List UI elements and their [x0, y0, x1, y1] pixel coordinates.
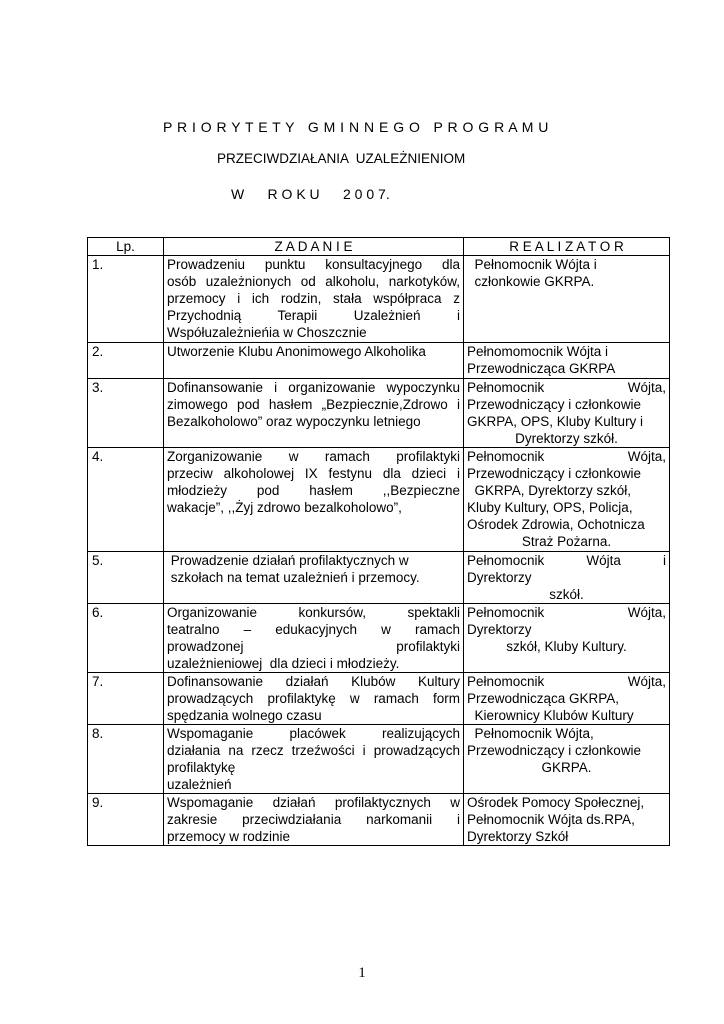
realizer-line: Pełnomocnik Wójta, [467, 380, 666, 395]
realizer-line: Pełnomomocnik Wójta i [467, 344, 609, 359]
realizer-line: Przewodniczący i członkowie [467, 743, 642, 758]
realizer-line: Pełnomocnik Wójta i [467, 257, 597, 272]
document-title-line-2: PRZECIWDZIAŁANIA UZALEŻNIENIOM [217, 151, 466, 166]
realizer-line: GKRPA, OPS, Kluby Kultury i [467, 414, 644, 429]
table-row [88, 256, 670, 343]
row-number: 6. [88, 604, 164, 673]
realizer-line: GKRPA. [541, 760, 592, 775]
task-line: przeciw alkoholowej IX festynu dla dzieci i [167, 466, 460, 481]
header-lp: Lp. [88, 238, 164, 256]
task-line: uzależnieniowej dla dzieci i młodzieży. [167, 656, 400, 671]
realizer-line: Przewodnicząca GKRPA [467, 361, 616, 376]
task-line: prowadzonej profilaktyki [167, 639, 460, 654]
task-line: Przychodnią Terapii Uzależnień i [167, 308, 460, 323]
task-line: Organizowanie konkursów, spektakli [167, 605, 460, 620]
header-realizer: R E A L I Z A T O R [464, 238, 670, 256]
table-row [88, 725, 670, 794]
realizer-line: członkowie GKRPA. [467, 274, 595, 289]
task-line: szkołach na temat uzależnień i przemocy. [167, 570, 420, 585]
page-number: 1 [358, 965, 366, 981]
realizer-cell [464, 256, 670, 343]
row-number: 5. [88, 552, 164, 604]
realizer-line: Kierownicy Klubów Kultury [467, 708, 634, 723]
realizer-cell [464, 725, 670, 794]
task-line: działania na rzecz trzeźwości i prowadzących [167, 743, 460, 758]
task-cell [164, 256, 464, 343]
realizer-line: szkół, Kluby Kultury. [506, 639, 627, 654]
task-cell [164, 725, 464, 794]
table-row [88, 343, 670, 379]
realizer-line: Przewodniczący i członkowie [467, 466, 642, 481]
task-cell [164, 604, 464, 673]
realizer-line: Przewodnicząca GKRPA, [467, 691, 620, 706]
document-title-line-3: W R O K U 2 0 0 7. [231, 186, 390, 202]
row-number: 2. [88, 343, 164, 379]
task-cell [164, 794, 464, 846]
priorities-table [87, 237, 670, 846]
task-line: przemocy w rodzinie [167, 829, 291, 844]
table-body [88, 256, 670, 846]
row-number: 8. [88, 725, 164, 794]
realizer-line: Dyrektorzy [467, 622, 532, 637]
realizer-line: Pełnomocnik Wójta i [467, 553, 666, 568]
task-cell [164, 448, 464, 552]
realizer-cell [464, 379, 670, 448]
realizer-cell [464, 794, 670, 846]
realizer-cell [464, 604, 670, 673]
realizer-cell [464, 673, 670, 725]
realizer-line: Pełnomocnik Wójta, [467, 726, 594, 741]
task-line: przemocy i ich rodzin, stała współpraca z [167, 291, 460, 306]
task-line: Prowadzeniu punktu konsultacyjnego dla [167, 257, 460, 272]
task-line: Zorganizowanie w ramach profilaktyki [167, 449, 460, 464]
realizer-line: szkół. [549, 587, 584, 602]
realizer-line: Pełnomocnik Wójta, [467, 605, 666, 620]
realizer-line: Dyrektorzy Szkół [467, 829, 569, 844]
document-title-line-1: P R I O R Y T E T Y G M I N N E G O P R O G R A M U [163, 119, 549, 135]
task-cell [164, 379, 464, 448]
task-line: uzależnień [167, 777, 232, 792]
task-line: zakresie przeciwdziałania narkomanii i [167, 812, 460, 827]
task-line: teatralno – edukacyjnych w ramach [167, 622, 460, 637]
task-line: spędzania wolnego czasu [167, 708, 322, 723]
row-number: 4. [88, 448, 164, 552]
task-line: Współuzależnieńia w Choszcznie [167, 325, 367, 340]
realizer-cell [464, 448, 670, 552]
realizer-line: Dyrektorzy szkół. [515, 431, 618, 446]
realizer-cell [464, 343, 670, 379]
row-number: 1. [88, 256, 164, 343]
task-line: Wspomaganie działań profilaktycznych w [167, 795, 460, 810]
task-line: Bezalkoholowo” oraz wypoczynku letniego [167, 414, 421, 429]
table-row [88, 552, 670, 604]
task-line: Utworzenie Klubu Anonimowego Alkoholika [167, 344, 426, 359]
task-cell [164, 343, 464, 379]
table-header-row [88, 238, 670, 256]
realizer-line: Pełnomocnik Wójta ds.RPA, [467, 812, 635, 827]
realizer-line: Przewodniczący i członkowie [467, 397, 642, 412]
task-line: młodzieży pod hasłem ,,Bezpieczne [167, 483, 460, 498]
header-task: Z A D A N I E [164, 238, 464, 256]
task-cell [164, 673, 464, 725]
realizer-cell [464, 552, 670, 604]
task-cell [164, 552, 464, 604]
task-line: zimowego pod hasłem „Bezpiecznie,Zdrowo i [167, 397, 460, 412]
task-line: Wspomaganie placówek realizujących [167, 726, 460, 741]
row-number: 7. [88, 673, 164, 725]
task-line: profilaktykę [167, 760, 236, 775]
row-number: 9. [88, 794, 164, 846]
realizer-line: Kluby Kultury, OPS, Policja, [467, 500, 633, 515]
task-line: Prowadzenie działań profilaktycznych w [167, 553, 409, 568]
realizer-line: Pełnomocnik Wójta, [467, 449, 666, 464]
table-row [88, 448, 670, 552]
realizer-line: Ośrodek Zdrowia, Ochotnicza [467, 517, 645, 532]
realizer-line: GKRPA, Dyrektorzy szkół, [467, 483, 632, 498]
realizer-line: Straż Pożarna. [521, 534, 612, 549]
table-row [88, 379, 670, 448]
table-row [88, 673, 670, 725]
table-row [88, 604, 670, 673]
task-line: Dofinansowanie działań Klubów Kultury [167, 674, 460, 689]
table-row [88, 794, 670, 846]
task-line: osób uzależnionych od alkoholu, narkotyków, [167, 274, 460, 289]
realizer-line: Dyrektorzy [467, 570, 532, 585]
task-line: Dofinansowanie i organizowanie wypoczynku [167, 380, 460, 395]
realizer-line: Pełnomocnik Wójta, [467, 674, 666, 689]
realizer-line: Ośrodek Pomocy Społecznej, [467, 795, 645, 810]
task-line: prowadzących profilaktykę w ramach form [167, 691, 460, 706]
task-line: wakacje”, ,,Żyj zdrowo bezalkoholowo”, [167, 500, 402, 515]
row-number: 3. [88, 379, 164, 448]
